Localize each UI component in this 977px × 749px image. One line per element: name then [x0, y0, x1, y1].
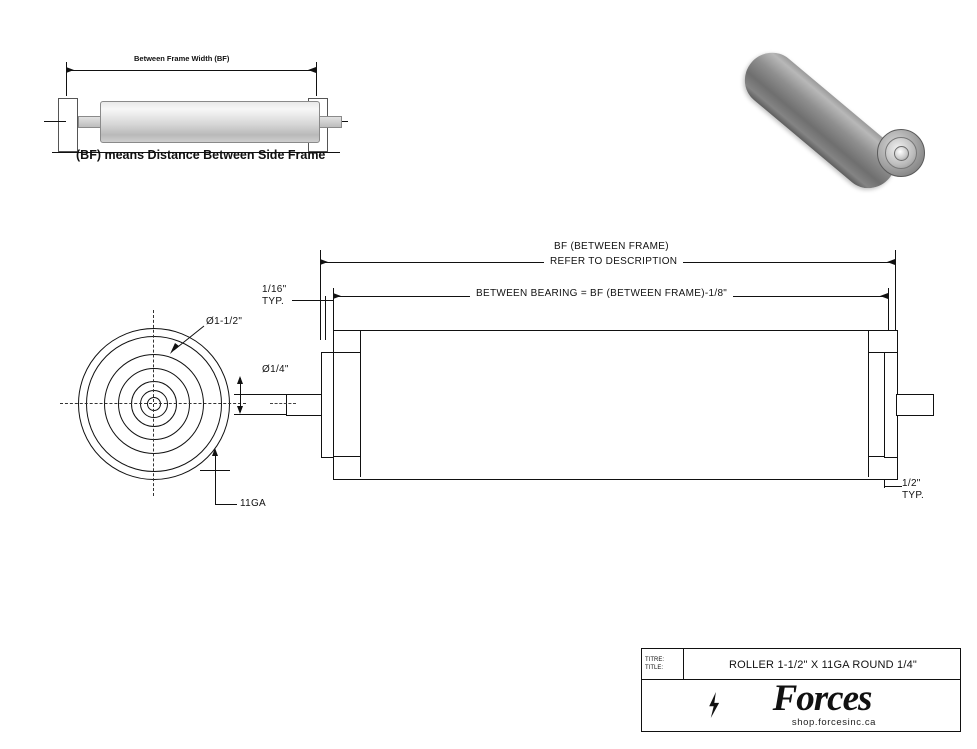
sideview-centerline	[270, 403, 296, 404]
wall-gauge-label: 11GA	[240, 498, 267, 509]
sideview-tube	[333, 330, 898, 480]
sideview-shaft-right	[896, 394, 934, 416]
logo-wordmark: Forces	[772, 678, 872, 719]
endview-shaft-core	[147, 397, 161, 411]
lightning-bolt-icon	[706, 692, 722, 718]
bf-label-line2: REFER TO DESCRIPTION	[544, 256, 683, 267]
sideview-cap-bottom-left	[334, 456, 360, 457]
inset-caption: (BF) means Distance Between Side Frame	[76, 148, 326, 162]
left-typ-ext	[325, 296, 326, 340]
company-logo	[684, 680, 960, 730]
sideview-bearing-line-left	[360, 331, 361, 477]
bf-arrow-left	[320, 259, 328, 265]
title-field-label-en: TITLE:	[645, 665, 664, 671]
bb-arrow-left	[333, 293, 341, 299]
right-typ-label-line1: 1/2"	[902, 478, 921, 489]
title-block-top-row	[642, 649, 960, 680]
title-block	[641, 648, 961, 732]
inset-dim-label: Between Frame Width (BF)	[130, 54, 233, 63]
tube-diameter-label: Ø1-1/2"	[206, 316, 243, 327]
right-typ-label-line2: TYP.	[902, 490, 925, 501]
wall-gauge-arrow-up	[212, 448, 218, 456]
endview-centerline-vertical	[153, 310, 154, 496]
tube-diameter-leader	[170, 318, 214, 354]
bb-arrow-right	[880, 293, 888, 299]
shaft-arrow-down	[237, 406, 243, 414]
title-block-field-labels	[642, 649, 684, 680]
bf-arrow-right	[887, 259, 895, 265]
title-field-label-fr: TITRE:	[645, 657, 664, 663]
sideview-shaft-left	[286, 394, 324, 416]
bf-label-line1: BF (BETWEEN FRAME)	[548, 241, 675, 252]
sideview-cap-top-left	[334, 352, 360, 353]
right-typ-leader	[884, 486, 902, 487]
shaft-arrow-up	[237, 376, 243, 384]
left-typ-label-line2: TYP.	[262, 296, 285, 307]
left-typ-label-line1: 1/16"	[262, 284, 287, 295]
wall-gauge-leader-vertical	[215, 455, 216, 505]
logo-website: shop.forcesinc.ca	[791, 717, 877, 728]
shaft-diameter-label: Ø1/4"	[262, 364, 289, 375]
between-bearing-label: BETWEEN BEARING = BF (BETWEEN FRAME)-1/8"	[470, 288, 733, 299]
wall-gauge-ext-line	[200, 470, 230, 471]
part-description: ROLLER 1-1/2" X 11GA ROUND 1/4"	[728, 658, 918, 671]
left-typ-leader	[292, 300, 334, 301]
wall-gauge-leader-horizontal	[215, 504, 237, 505]
